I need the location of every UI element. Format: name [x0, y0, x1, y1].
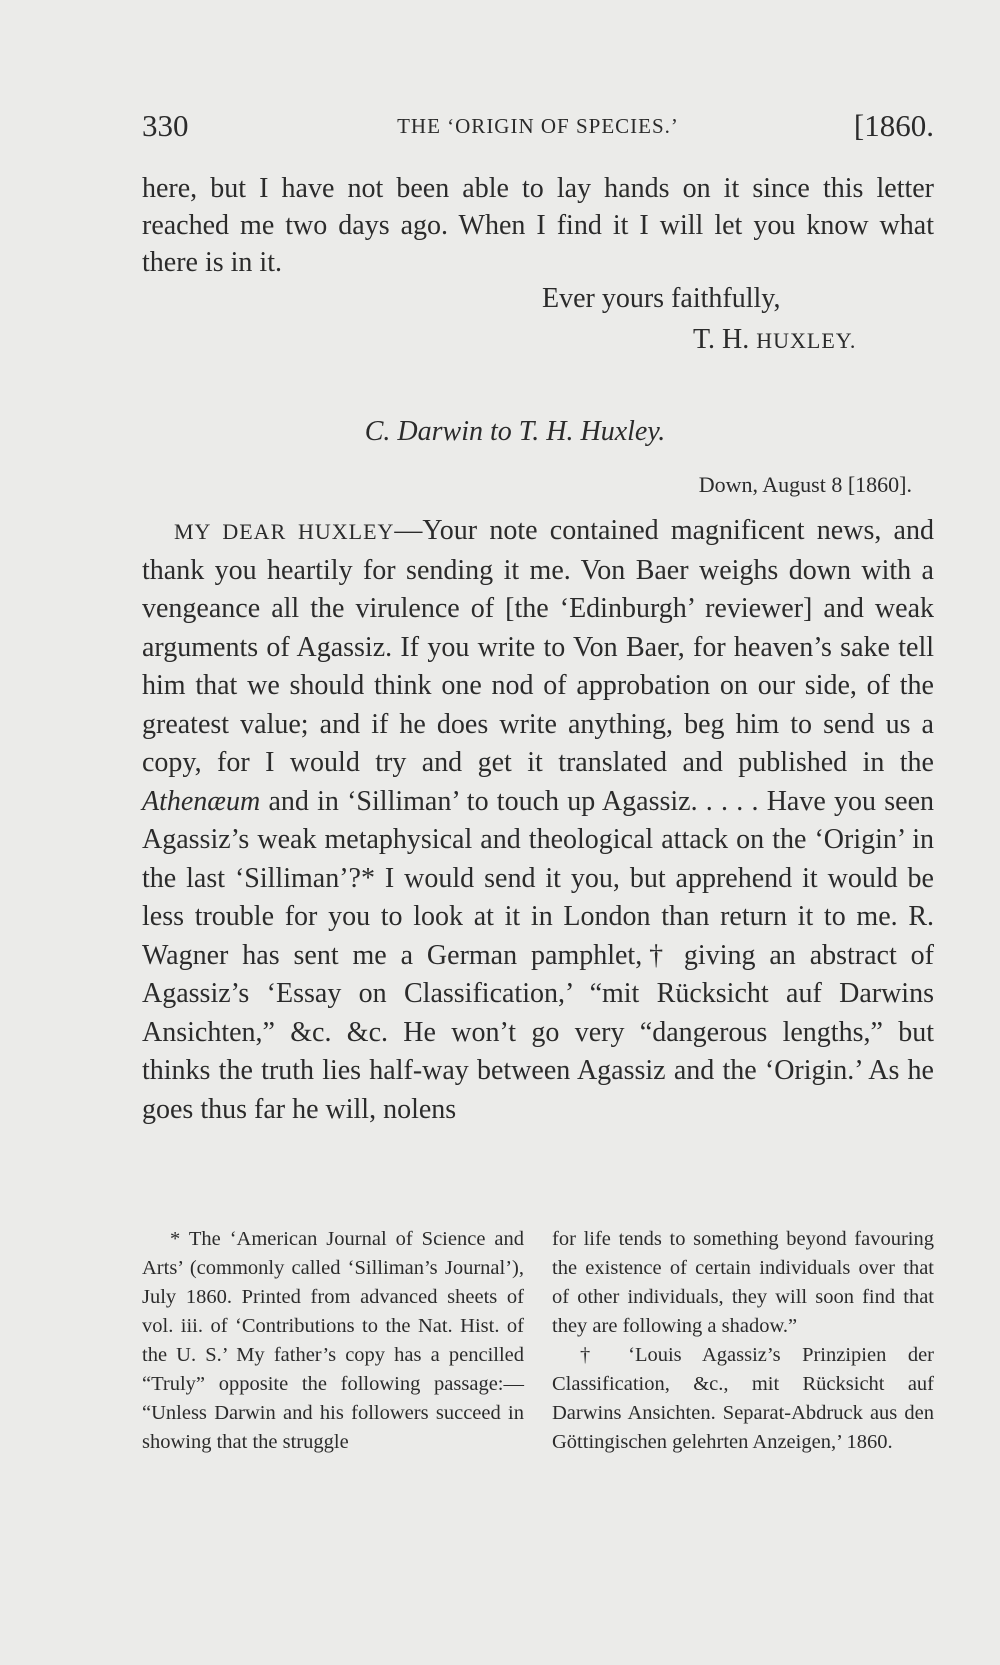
- signature-initials: T. H.: [693, 324, 757, 355]
- page-number: 330: [142, 108, 189, 143]
- running-title: THE ‘ORIGIN OF SPECIES.’: [397, 114, 679, 138]
- salutation: MY DEAR HUXLEY: [174, 519, 395, 544]
- body-part-1: —Your note contained magnificent news, and thank you heartily for sending it me. Von Baer weighs down with a vengeance all the virulence of [the ‘Edinburgh’ reviewer] and weak arguments of Agassiz. If you write to Von Baer, for heaven’s sake tell him that we should think one nod of approbation on our side, of the greatest value; and if he does write anything, beg him to send us a copy, for I would try and get it translated and published in the: [142, 515, 934, 778]
- footnotes: [142, 1225, 934, 1457]
- letter-body: [142, 512, 934, 1129]
- footnote-asterisk-continuation: for life tends to something beyond favouring the existence of certain individuals over that of other individuals, they will soon find that they are following a shadow.”: [552, 1228, 934, 1337]
- letter-closing: Ever yours faithfully,: [542, 283, 781, 314]
- letter-heading: C. Darwin to T. H. Huxley.: [364, 416, 666, 447]
- athenaeum-title: Athenæum: [142, 785, 261, 817]
- footnote-asterisk: * The ‘American Journal of Science and Arts’ (commonly called ‘Silliman’s Journal’), July 1860. Printed from advanced sheets of vol. iii. of ‘Contributions to the Nat. Hist. of the U. S.’ My father’s copy has a pencilled “Truly” opposite the following passage:— “Unless Darwin and his followers succeed in showing that the struggle: [142, 1228, 524, 1453]
- header-year: [1860.: [853, 108, 934, 143]
- footnote-dagger: † ‘Louis Agassiz’s Prinzipien der Classification, &c., mit Rücksicht auf Darwins Ansichten. Separat-Abdruck aus den Göttingischen gelehrten Anzeigen,’ 1860.: [552, 1344, 934, 1453]
- footnote-left-column: [142, 1225, 524, 1457]
- footnote-right-column: [552, 1225, 934, 1457]
- body-part-2: and in ‘Silliman’ to touch up Agassiz. . . . . Have you seen Agassiz’s weak metaphysical and theological attack on the ‘Origin’ in the last ‘Silliman’?* I would send it you, but apprehend it would be less trouble for you to look at it in London than return it to me. R. Wagner has sent me a German pamphlet,† giving an abstract of Agassiz’s ‘Essay on Classification,’ “mit Rücksicht auf Darwins Ansichten,” &c. &c. He won’t go very “dangerous lengths,” but thinks the truth lies half-way between Agassiz and the ‘Origin.’ As he goes thus far he will, nolens: [142, 785, 934, 1125]
- letter-signature: [693, 324, 856, 356]
- signature-name: HUXLEY.: [756, 328, 857, 353]
- running-header: [142, 108, 934, 148]
- letter-dateline: Down, August 8 [1860].: [698, 472, 912, 497]
- letter-continuation: here, but I have not been able to lay hands on it since this letter reached me two days ago. When I find it I will let you know what there is in it.: [142, 173, 934, 278]
